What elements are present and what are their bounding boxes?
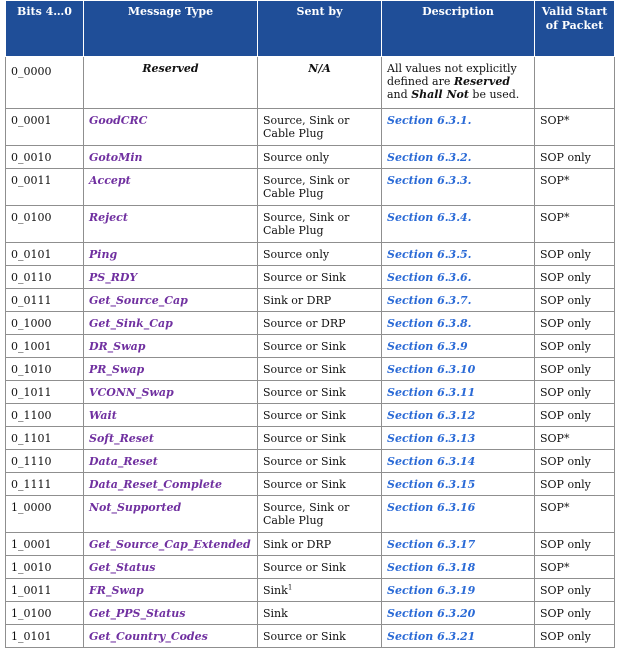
message-type-cell: Wait — [84, 404, 258, 427]
message-type-cell: Not_Supported — [84, 496, 258, 533]
table-row — [6, 496, 615, 533]
table-row — [6, 109, 615, 146]
table-row — [6, 450, 615, 473]
header-message-type: Message Type — [84, 1, 258, 57]
sent-by-cell — [258, 206, 382, 243]
valid-sop-cell: SOP only — [535, 533, 615, 556]
message-type-cell: PR_Swap — [84, 358, 258, 381]
sent-by-cell — [258, 533, 382, 556]
desc-shall-not: Shall Not — [411, 88, 469, 101]
sent-by-cell — [258, 57, 382, 109]
valid-sop-cell: SOP* — [535, 169, 615, 206]
bits-cell: 0_0000 — [6, 57, 84, 109]
description-link[interactable]: Section 6.3.13 — [382, 427, 535, 450]
sent-by-cell — [258, 602, 382, 625]
bits-cell: 0_1111 — [6, 473, 84, 496]
sent-by-text: Source, Sink or Cable Plug — [263, 114, 350, 140]
message-type-cell: GoodCRC — [84, 109, 258, 146]
description-link[interactable]: Section 6.3.20 — [382, 602, 535, 625]
message-type-cell: Ping — [84, 243, 258, 266]
valid-sop-cell: SOP only — [535, 243, 615, 266]
description-link[interactable]: Section 6.3.9 — [382, 335, 535, 358]
table-row — [6, 266, 615, 289]
table-row — [6, 473, 615, 496]
desc-text-1: All values not explicitly defined are — [387, 62, 517, 88]
sent-by-cell — [258, 335, 382, 358]
message-type-cell: Accept — [84, 169, 258, 206]
message-type-cell: VCONN_Swap — [84, 381, 258, 404]
sent-by-text: Source or Sink — [263, 340, 346, 353]
description-link[interactable]: Section 6.3.17 — [382, 533, 535, 556]
sent-by-text: Source or DRP — [263, 317, 346, 330]
sent-by-text: Sink or DRP — [263, 294, 332, 307]
table-row — [6, 206, 615, 243]
message-type-cell: Get_PPS_Status — [84, 602, 258, 625]
sent-by-cell — [258, 289, 382, 312]
bits-cell: 0_0111 — [6, 289, 84, 312]
bits-cell: 1_0000 — [6, 496, 84, 533]
valid-sop-cell: SOP only — [535, 146, 615, 169]
valid-sop-cell: SOP* — [535, 427, 615, 450]
sent-by-text: Source, Sink or Cable Plug — [263, 501, 350, 527]
sent-by-text: Source, Sink or Cable Plug — [263, 174, 350, 200]
bits-cell: 0_0010 — [6, 146, 84, 169]
table-row — [6, 169, 615, 206]
bits-cell: 1_0010 — [6, 556, 84, 579]
sent-by-text: Sink — [263, 607, 288, 620]
message-type-cell: Get_Sink_Cap — [84, 312, 258, 335]
footnote-marker: 1 — [287, 583, 293, 592]
message-type-cell: Soft_Reset — [84, 427, 258, 450]
sent-by-text: Sink or DRP — [263, 538, 332, 551]
bits-cell: 0_1000 — [6, 312, 84, 335]
sent-by-text: Source, Sink or Cable Plug — [263, 211, 350, 237]
sent-by-text: Source or Sink — [263, 409, 346, 422]
bits-cell: 1_0101 — [6, 625, 84, 648]
valid-sop-cell: SOP only — [535, 312, 615, 335]
description-link[interactable]: Section 6.3.7. — [382, 289, 535, 312]
header-row — [6, 1, 615, 57]
valid-sop-cell: SOP only — [535, 358, 615, 381]
sent-by-text: Source or Sink — [263, 630, 346, 643]
sent-by-text: Source or Sink — [263, 386, 346, 399]
bits-cell: 0_0100 — [6, 206, 84, 243]
sent-by-text: Source or Sink — [263, 455, 346, 468]
valid-sop-cell: SOP only — [535, 266, 615, 289]
sent-by-cell — [258, 381, 382, 404]
header-valid-sop: Valid Start of Packet — [535, 1, 615, 57]
sent-by-cell — [258, 450, 382, 473]
bits-cell: 0_1101 — [6, 427, 84, 450]
description-link[interactable]: Section 6.3.14 — [382, 450, 535, 473]
valid-sop-cell: SOP only — [535, 404, 615, 427]
description-link[interactable]: Section 6.3.18 — [382, 556, 535, 579]
message-type-cell: Get_Status — [84, 556, 258, 579]
sent-by-text: Source only — [263, 151, 330, 164]
header-bits: Bits 4…0 — [6, 1, 84, 57]
sent-by-cell — [258, 496, 382, 533]
sent-by-text: Sink — [263, 584, 288, 597]
sent-by-cell — [258, 358, 382, 381]
valid-sop-cell: SOP* — [535, 496, 615, 533]
bits-cell: 0_1001 — [6, 335, 84, 358]
table-row — [6, 146, 615, 169]
bits-cell: 1_0011 — [6, 579, 84, 602]
sent-by-cell — [258, 579, 382, 602]
table-row — [6, 57, 615, 109]
description-link[interactable]: Section 6.3.4. — [382, 206, 535, 243]
valid-sop-cell: SOP only — [535, 289, 615, 312]
description-link[interactable]: Section 6.3.10 — [382, 358, 535, 381]
sent-by-cell — [258, 473, 382, 496]
description-link[interactable]: Section 6.3.16 — [382, 496, 535, 533]
description-link[interactable]: Section 6.3.2. — [382, 146, 535, 169]
table-row — [6, 358, 615, 381]
table-row — [6, 243, 615, 266]
bits-cell: 0_1100 — [6, 404, 84, 427]
header-description: Description — [382, 1, 535, 57]
message-type-cell: Get_Source_Cap — [84, 289, 258, 312]
sent-by-text: Source or Sink — [263, 271, 346, 284]
valid-sop-cell: SOP* — [535, 109, 615, 146]
sent-by-cell — [258, 625, 382, 648]
valid-sop-cell: SOP only — [535, 381, 615, 404]
description-link[interactable]: Section 6.3.1. — [382, 109, 535, 146]
sent-by-text: Source or Sink — [263, 561, 346, 574]
valid-sop-cell: SOP* — [535, 556, 615, 579]
desc-reserved: Reserved — [453, 75, 511, 88]
description-link[interactable]: Section 6.3.8. — [382, 312, 535, 335]
message-type-cell: Get_Source_Cap_Extended — [84, 533, 258, 556]
description-link[interactable]: Section 6.3.6. — [382, 266, 535, 289]
sent-by-cell — [258, 146, 382, 169]
description-link[interactable]: Section 6.3.11 — [382, 381, 535, 404]
desc-text-3: be used. — [468, 88, 520, 101]
desc-text-2: and — [387, 88, 412, 101]
table-row — [6, 533, 615, 556]
valid-sop-cell: SOP only — [535, 602, 615, 625]
valid-sop-cell — [535, 57, 615, 109]
reserved-label: Reserved — [142, 62, 199, 75]
description-cell — [382, 57, 535, 109]
valid-sop-cell: SOP only — [535, 450, 615, 473]
sent-by-cell — [258, 169, 382, 206]
message-type-cell: FR_Swap — [84, 579, 258, 602]
message-type-table — [5, 0, 615, 648]
bits-cell: 0_0110 — [6, 266, 84, 289]
bits-cell: 0_1011 — [6, 381, 84, 404]
description-link[interactable]: Section 6.3.15 — [382, 473, 535, 496]
sent-by-text: Source or Sink — [263, 432, 346, 445]
table-row — [6, 404, 615, 427]
description-link[interactable]: Section 6.3.19 — [382, 579, 535, 602]
table-row — [6, 427, 615, 450]
message-type-cell — [84, 57, 258, 109]
bits-cell: 0_0101 — [6, 243, 84, 266]
description-link[interactable]: Section 6.3.3. — [382, 169, 535, 206]
table-row — [6, 335, 615, 358]
sent-by-cell — [258, 109, 382, 146]
valid-sop-cell: SOP only — [535, 335, 615, 358]
description-link[interactable]: Section 6.3.12 — [382, 404, 535, 427]
sent-by-cell — [258, 404, 382, 427]
table-row — [6, 312, 615, 335]
sent-by-text: Source or Sink — [263, 363, 346, 376]
bits-cell: 0_1010 — [6, 358, 84, 381]
sent-by-cell — [258, 427, 382, 450]
table-row — [6, 602, 615, 625]
message-type-cell: GotoMin — [84, 146, 258, 169]
bits-cell: 0_0011 — [6, 169, 84, 206]
sent-by-text: Source or Sink — [263, 478, 346, 491]
valid-sop-cell: SOP only — [535, 625, 615, 648]
header-sent-by: Sent by — [258, 1, 382, 57]
valid-sop-cell: SOP* — [535, 206, 615, 243]
bits-cell: 1_0001 — [6, 533, 84, 556]
sent-by-cell — [258, 556, 382, 579]
bits-cell: 0_0001 — [6, 109, 84, 146]
message-type-cell: Data_Reset_Complete — [84, 473, 258, 496]
description-link[interactable]: Section 6.3.5. — [382, 243, 535, 266]
message-type-cell: Reject — [84, 206, 258, 243]
na-label: N/A — [308, 62, 331, 75]
description-link[interactable]: Section 6.3.21 — [382, 625, 535, 648]
bits-cell: 0_1110 — [6, 450, 84, 473]
table-row — [6, 289, 615, 312]
table-row — [6, 625, 615, 648]
sent-by-cell — [258, 243, 382, 266]
table-row — [6, 556, 615, 579]
message-type-cell: DR_Swap — [84, 335, 258, 358]
message-type-cell: PS_RDY — [84, 266, 258, 289]
bits-cell: 1_0100 — [6, 602, 84, 625]
table-row — [6, 381, 615, 404]
message-type-cell: Get_Country_Codes — [84, 625, 258, 648]
table-row — [6, 579, 615, 602]
valid-sop-cell: SOP only — [535, 473, 615, 496]
sent-by-text: Source only — [263, 248, 330, 261]
sent-by-cell — [258, 312, 382, 335]
valid-sop-cell: SOP only — [535, 579, 615, 602]
sent-by-cell — [258, 266, 382, 289]
message-type-cell: Data_Reset — [84, 450, 258, 473]
